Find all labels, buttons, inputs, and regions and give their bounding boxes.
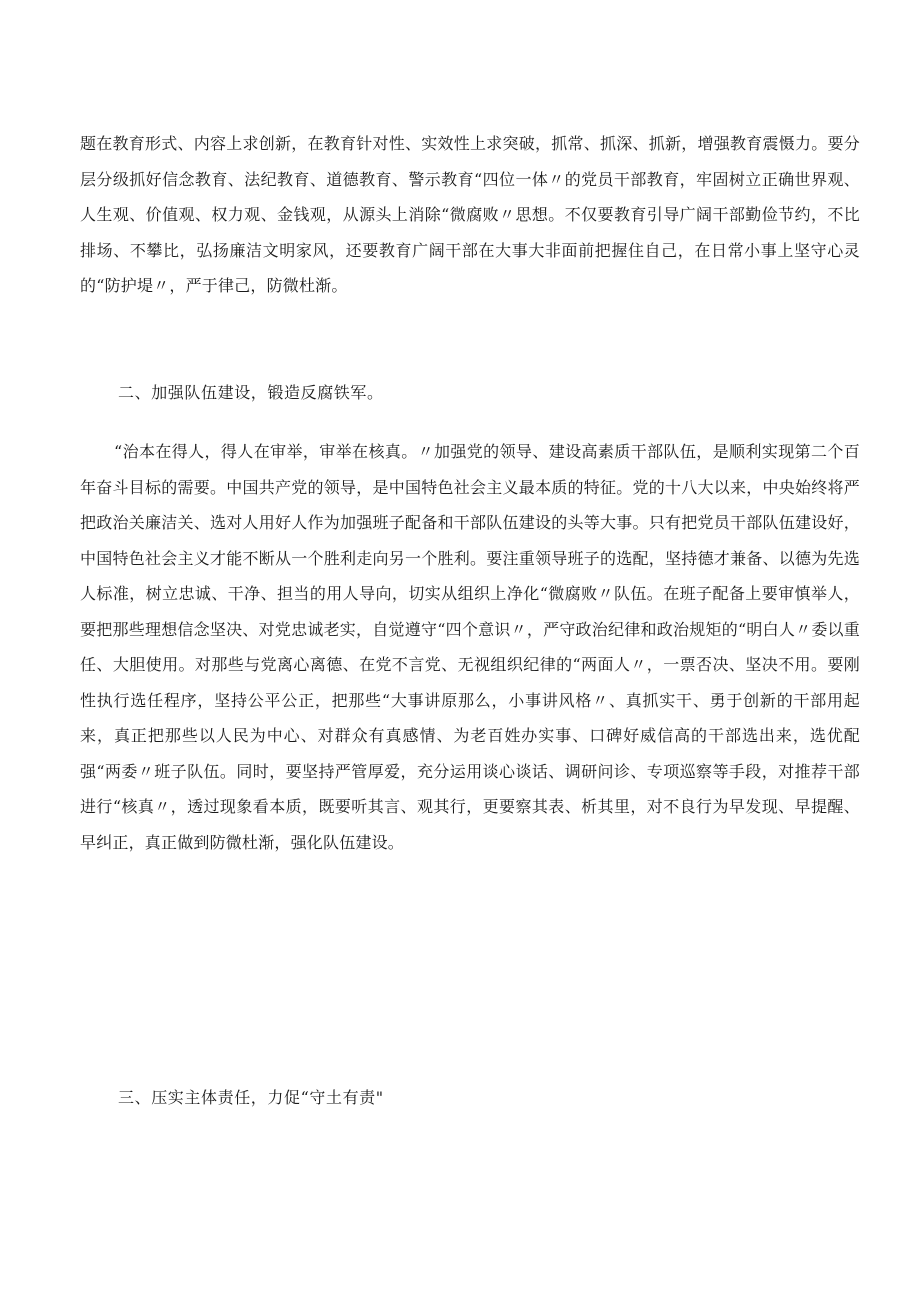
section-two-body: “治本在得人，得人在审举，审举在核真。〃加强党的领导、建设高素质干部队伍，是顺利实现第二个百年奋斗目标的需要。中国共产党的领导，是中国特色社会主义最本质的特征。党的十八大以来，中央始终将严把政治关廉洁关、选对人用好人作为加强班子配备和干部队伍建设的头等大事。只有把党员干部队伍建设好，中国特色社会主义才能不断从一个胜利走向另一个胜利。要注重领导班子的选配，坚持德才兼备、以德为先选人标准，树立忠诚、干净、担当的用人导向，切实从组织上净化“微腐败〃队伍。在班子配备上要审慎举人，要把那些理想信念坚决、对党忠诚老实，自觉遵守“四个意识〃，严守政治纪律和政治规矩的“明白人〃委以重任、大胆使用。对那些与党离心离德、在党不言党、无视组织纪律的“两面人〃，一票否决、坚决不用。要刚性执行选任程序，坚持公平公正，把那些“大事讲原那么，小事讲风格〃、真抓实干、勇于创新的干部用起来，真正把那些以人民为中心、对群众有真感情、为老百姓办实事、口碑好威信高的干部选出来，选优配强“两委〃班子队伍。同时，要坚持严管厚爱，充分运用谈心谈话、调研问诊、专项巡察等手段，对推荐干部进行“核真〃，透过现象看本质，既要听其言、观其行，更要察其表、析其里，对不良行为早发现、早提醒、早纠正，真正做到防微杜渐，强化队伍建设。 [80, 442, 860, 852]
section-three-heading: 三、压实主体责任，力促“守土有责" [118, 1088, 384, 1107]
paragraph-continued: 题在教育形式、内容上求创新，在教育针对性、实效性上求突破，抓常、抓深、抓新，增强教育震慑力。要分层分级抓好信念教育、法纪教育、道德教育、警示教育“四位一体〃的党员干部教育，牢固树立正确世界观、人生观、价值观、权力观、金钱观，从源头上消除“微腐败〃思想。不仅要教育引导广阔干部勤俭节约，不比排场、不攀比，弘扬廉洁文明家风，还要教育广阔干部在大事大非面前把握住自己，在日常小事上坚守心灵的“防护堤〃，严于律己，防微杜渐。 [80, 134, 860, 295]
section-two-heading: 二、加强队伍建设，锻造反腐铁军。 [118, 383, 384, 402]
